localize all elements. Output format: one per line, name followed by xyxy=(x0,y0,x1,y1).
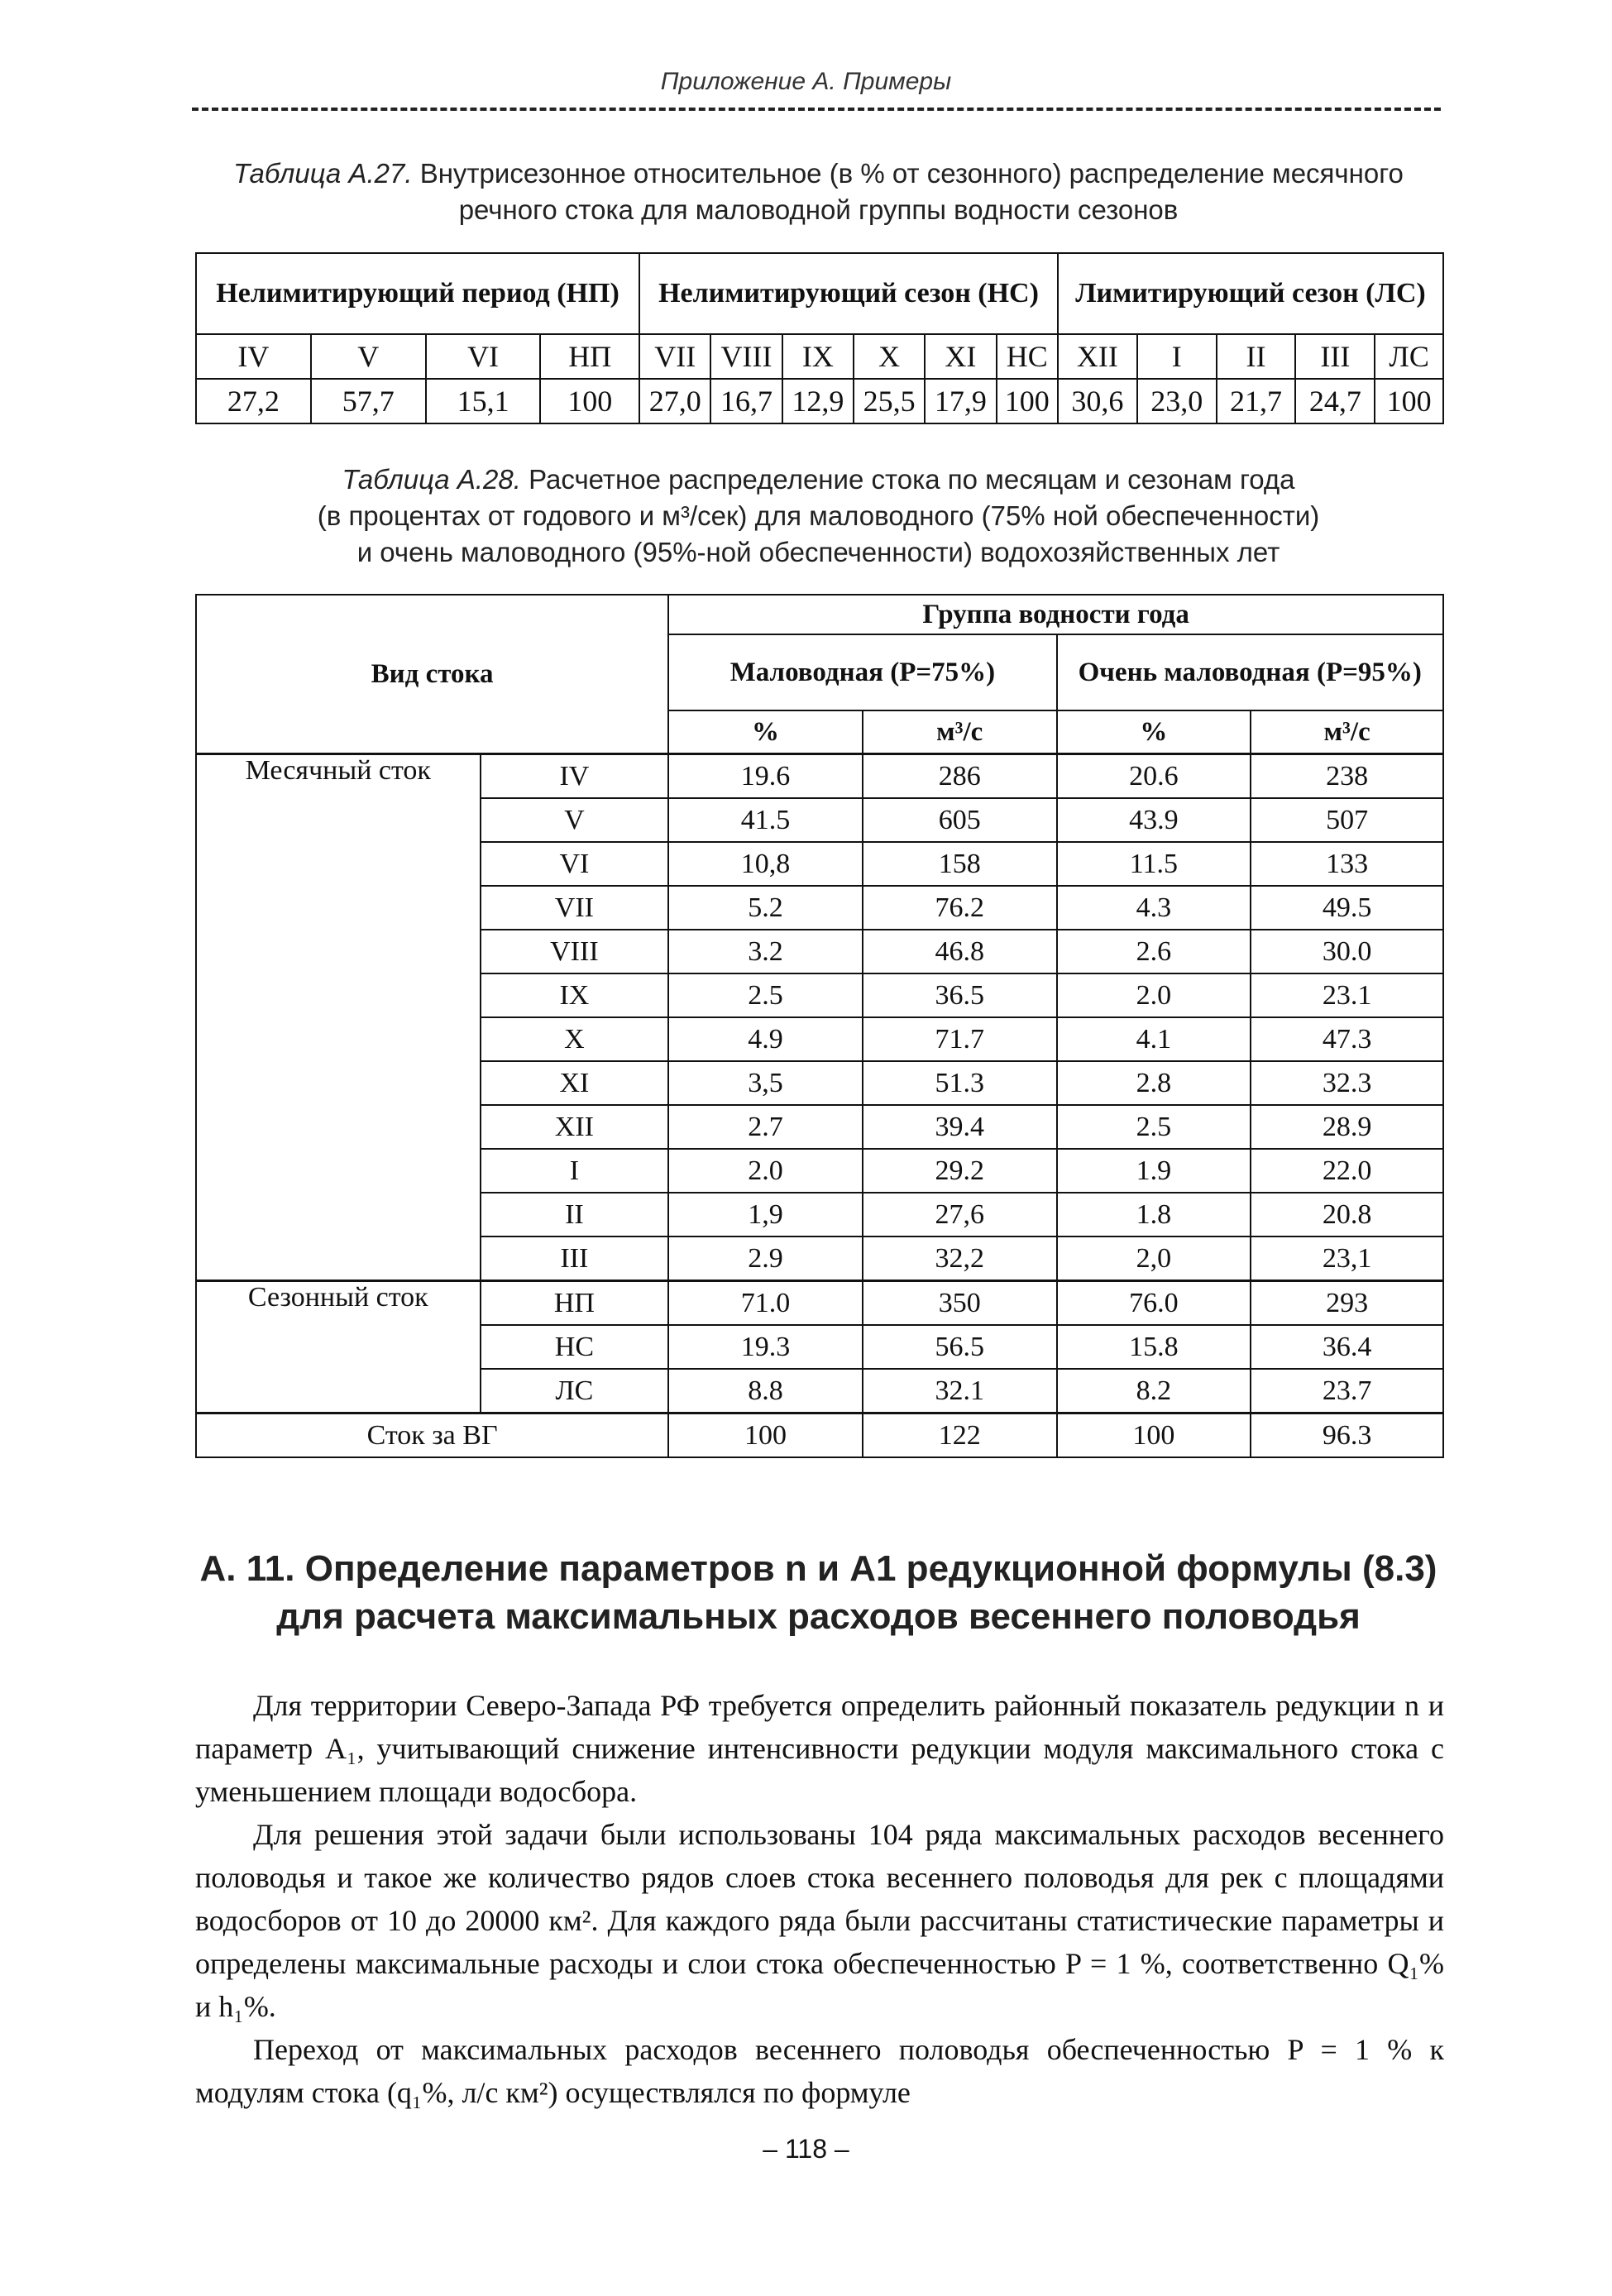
table-cell: 27,0 xyxy=(639,379,710,423)
group-header: Нелимитирующий период (НП) xyxy=(196,253,639,334)
table-cell: 23.7 xyxy=(1251,1369,1443,1413)
table-cell: 507 xyxy=(1251,798,1443,842)
column-header: VI xyxy=(426,334,541,379)
column-header: IV xyxy=(196,334,311,379)
table27-caption-text: Внутрисезонное относительное (в % от сезонного) распределение месячного речного стока для маловодной группы водности сезонов xyxy=(419,158,1404,225)
table-cell: 36.4 xyxy=(1251,1325,1443,1369)
table-cell: 96.3 xyxy=(1251,1413,1443,1458)
table-row xyxy=(196,754,1443,799)
header-verylow: Очень маловодная (Р=95%) xyxy=(1057,634,1443,710)
table-cell: 46.8 xyxy=(863,930,1057,973)
table-cell: 4.3 xyxy=(1057,886,1251,930)
column-header: VII xyxy=(639,334,710,379)
table-cell: 39.4 xyxy=(863,1105,1057,1149)
table-cell: 27,6 xyxy=(863,1193,1057,1236)
period-cell: V xyxy=(481,798,669,842)
column-header: XI xyxy=(925,334,996,379)
table-cell: 17,9 xyxy=(925,379,996,423)
table-cell: 30,6 xyxy=(1058,379,1137,423)
row-group-label: Месячный сток xyxy=(196,754,481,1281)
table-cell: 4.9 xyxy=(668,1017,863,1061)
table-row xyxy=(196,1281,1443,1326)
period-cell: VI xyxy=(481,842,669,886)
paragraph: Для решения этой задачи были использованы 104 ряда максимальных расходов весеннего половодья и такое же количество рядов слоев стока весеннего половодья для рек с площадями водосборов от 10 до 20000 км². Для каждого ряда были рассчитаны статистические параметры и определены максимальные расходы и слои стока обеспеченностью P = 1 %, соответственно Q₁% и h₁%. xyxy=(195,1818,1444,2023)
table-cell: 122 xyxy=(863,1413,1057,1458)
table-cell: 2.9 xyxy=(668,1236,863,1281)
table-row xyxy=(196,379,1443,423)
table-cell: 2.7 xyxy=(668,1105,863,1149)
header-kind: Вид стока xyxy=(196,595,668,754)
table-cell: 11.5 xyxy=(1057,842,1251,886)
table-cell: 71.0 xyxy=(668,1281,863,1326)
unit-flow: м³/с xyxy=(1251,710,1443,754)
table-cell: 158 xyxy=(863,842,1057,886)
header-low: Маловодная (Р=75%) xyxy=(668,634,1056,710)
table-cell: 16,7 xyxy=(710,379,782,423)
table-cell: 8.8 xyxy=(668,1369,863,1413)
column-header: XII xyxy=(1058,334,1137,379)
table-cell: 2.8 xyxy=(1057,1061,1251,1105)
table-cell: 4.1 xyxy=(1057,1017,1251,1061)
table28-caption-label: Таблица А.28. xyxy=(342,464,521,495)
column-header: X xyxy=(854,334,925,379)
table-cell: 23,0 xyxy=(1137,379,1217,423)
column-header: I xyxy=(1137,334,1217,379)
table-cell: 20.6 xyxy=(1057,754,1251,799)
period-cell: I xyxy=(481,1149,669,1193)
column-header: II xyxy=(1217,334,1296,379)
section-heading: А. 11. Определение параметров n и A1 редукционной формулы (8.3) для расчета максимальных расходов весеннего половодья xyxy=(199,1548,1437,1637)
unit-pct: % xyxy=(1057,710,1251,754)
table-cell: 23.1 xyxy=(1251,973,1443,1017)
table-cell: 76.0 xyxy=(1057,1281,1251,1326)
period-cell: III xyxy=(481,1236,669,1281)
paragraph: Для территории Северо-Запада РФ требуется определить районный показатель редукции n и параметр A₁, учитывающий снижение интенсивности редукции модуля максимального стока с уменьшением площади водосбора. xyxy=(195,1689,1444,1808)
table-cell: 2.0 xyxy=(1057,973,1251,1017)
table-cell: 3,5 xyxy=(668,1061,863,1105)
table-cell: 2.5 xyxy=(668,973,863,1017)
column-header: НП xyxy=(540,334,639,379)
table-cell: 41.5 xyxy=(668,798,863,842)
running-header: Приложение А. Примеры xyxy=(660,68,952,95)
period-cell: IX xyxy=(481,973,669,1017)
table-cell: 43.9 xyxy=(1057,798,1251,842)
table-cell: 100 xyxy=(997,379,1058,423)
total-row xyxy=(196,1413,1443,1458)
group-header: Нелимитирующий сезон (НС) xyxy=(639,253,1058,334)
table-cell: 36.5 xyxy=(863,973,1057,1017)
table27-caption xyxy=(192,155,1445,228)
column-header: V xyxy=(311,334,426,379)
header-group: Группа водности года xyxy=(668,595,1443,634)
table-cell: 15,1 xyxy=(426,379,541,423)
table-a28 xyxy=(195,594,1444,1458)
table-cell: 605 xyxy=(863,798,1057,842)
body-text xyxy=(195,1684,1444,2114)
period-cell: VII xyxy=(481,886,669,930)
header-divider xyxy=(192,108,1441,111)
unit-flow: м³/с xyxy=(863,710,1057,754)
table-cell: 19.6 xyxy=(668,754,863,799)
unit-pct: % xyxy=(668,710,863,754)
table-cell: 238 xyxy=(1251,754,1443,799)
table-cell: 350 xyxy=(863,1281,1057,1326)
table-cell: 49.5 xyxy=(1251,886,1443,930)
table28-caption-line: Расчетное распределение стока по месяцам и сезонам года xyxy=(529,464,1295,495)
table-cell: 100 xyxy=(668,1413,863,1458)
table-cell: 29.2 xyxy=(863,1149,1057,1193)
table-cell: 100 xyxy=(540,379,639,423)
table28-caption xyxy=(192,462,1445,571)
row-group-label: Сезонный сток xyxy=(196,1281,481,1413)
table-cell: 32.1 xyxy=(863,1369,1057,1413)
table-cell: 1.8 xyxy=(1057,1193,1251,1236)
table-cell: 293 xyxy=(1251,1281,1443,1326)
total-label: Сток за ВГ xyxy=(196,1413,668,1458)
table-cell: 133 xyxy=(1251,842,1443,886)
table-cell: 56.5 xyxy=(863,1325,1057,1369)
table-cell: 21,7 xyxy=(1217,379,1296,423)
table-cell: 22.0 xyxy=(1251,1149,1443,1193)
table-cell: 23,1 xyxy=(1251,1236,1443,1281)
table-cell: 28.9 xyxy=(1251,1105,1443,1149)
table-cell: 2.5 xyxy=(1057,1105,1251,1149)
column-header: VIII xyxy=(710,334,782,379)
table27-caption-label: Таблица А.27. xyxy=(233,158,413,189)
table-cell: 24,7 xyxy=(1295,379,1375,423)
column-header: III xyxy=(1295,334,1375,379)
table-cell: 32.3 xyxy=(1251,1061,1443,1105)
table-cell: 100 xyxy=(1057,1413,1251,1458)
table-cell: 30.0 xyxy=(1251,930,1443,973)
table-cell: 25,5 xyxy=(854,379,925,423)
table-cell: 5.2 xyxy=(668,886,863,930)
table-cell: 2,0 xyxy=(1057,1236,1251,1281)
table-cell: 12,9 xyxy=(782,379,854,423)
column-header-row xyxy=(196,334,1443,379)
table-a27 xyxy=(195,252,1444,424)
table-cell: 20.8 xyxy=(1251,1193,1443,1236)
table-cell: 1,9 xyxy=(668,1193,863,1236)
period-cell: НП xyxy=(481,1281,669,1326)
table-cell: 51.3 xyxy=(863,1061,1057,1105)
table-cell: 27,2 xyxy=(196,379,311,423)
table-cell: 1.9 xyxy=(1057,1149,1251,1193)
table-cell: 47.3 xyxy=(1251,1017,1443,1061)
page-number: – 118 – xyxy=(763,2134,849,2164)
period-cell: XI xyxy=(481,1061,669,1105)
table-cell: 3.2 xyxy=(668,930,863,973)
period-cell: НС xyxy=(481,1325,669,1369)
table-cell: 2.0 xyxy=(668,1149,863,1193)
table-cell: 8.2 xyxy=(1057,1369,1251,1413)
period-cell: X xyxy=(481,1017,669,1061)
paragraph: Переход от максимальных расходов весеннего половодья обеспеченностью P = 1 % к модулям стока (q₁%, л/с км²) осуществлялся по формуле xyxy=(195,2033,1444,2109)
column-header: ЛС xyxy=(1375,334,1443,379)
table28-caption-line: (в процентах от годового и м³/сек) для маловодного (75% ной обеспеченности) xyxy=(317,500,1320,531)
table-cell: 2.6 xyxy=(1057,930,1251,973)
table-cell: 100 xyxy=(1375,379,1443,423)
table-cell: 76.2 xyxy=(863,886,1057,930)
period-cell: II xyxy=(481,1193,669,1236)
table-cell: 286 xyxy=(863,754,1057,799)
table-cell: 57,7 xyxy=(311,379,426,423)
table-header-row xyxy=(196,253,1443,334)
period-cell: ЛС xyxy=(481,1369,669,1413)
column-header: IX xyxy=(782,334,854,379)
group-header: Лимитирующий сезон (ЛС) xyxy=(1058,253,1443,334)
period-cell: VIII xyxy=(481,930,669,973)
column-header: НС xyxy=(997,334,1058,379)
table-cell: 71.7 xyxy=(863,1017,1057,1061)
table-cell: 15.8 xyxy=(1057,1325,1251,1369)
table-cell: 19.3 xyxy=(668,1325,863,1369)
table28-caption-line: и очень маловодного (95%-ной обеспеченности) водохозяйственных лет xyxy=(356,537,1280,567)
period-cell: IV xyxy=(481,754,669,799)
period-cell: XII xyxy=(481,1105,669,1149)
table-cell: 32,2 xyxy=(863,1236,1057,1281)
table-cell: 10,8 xyxy=(668,842,863,886)
